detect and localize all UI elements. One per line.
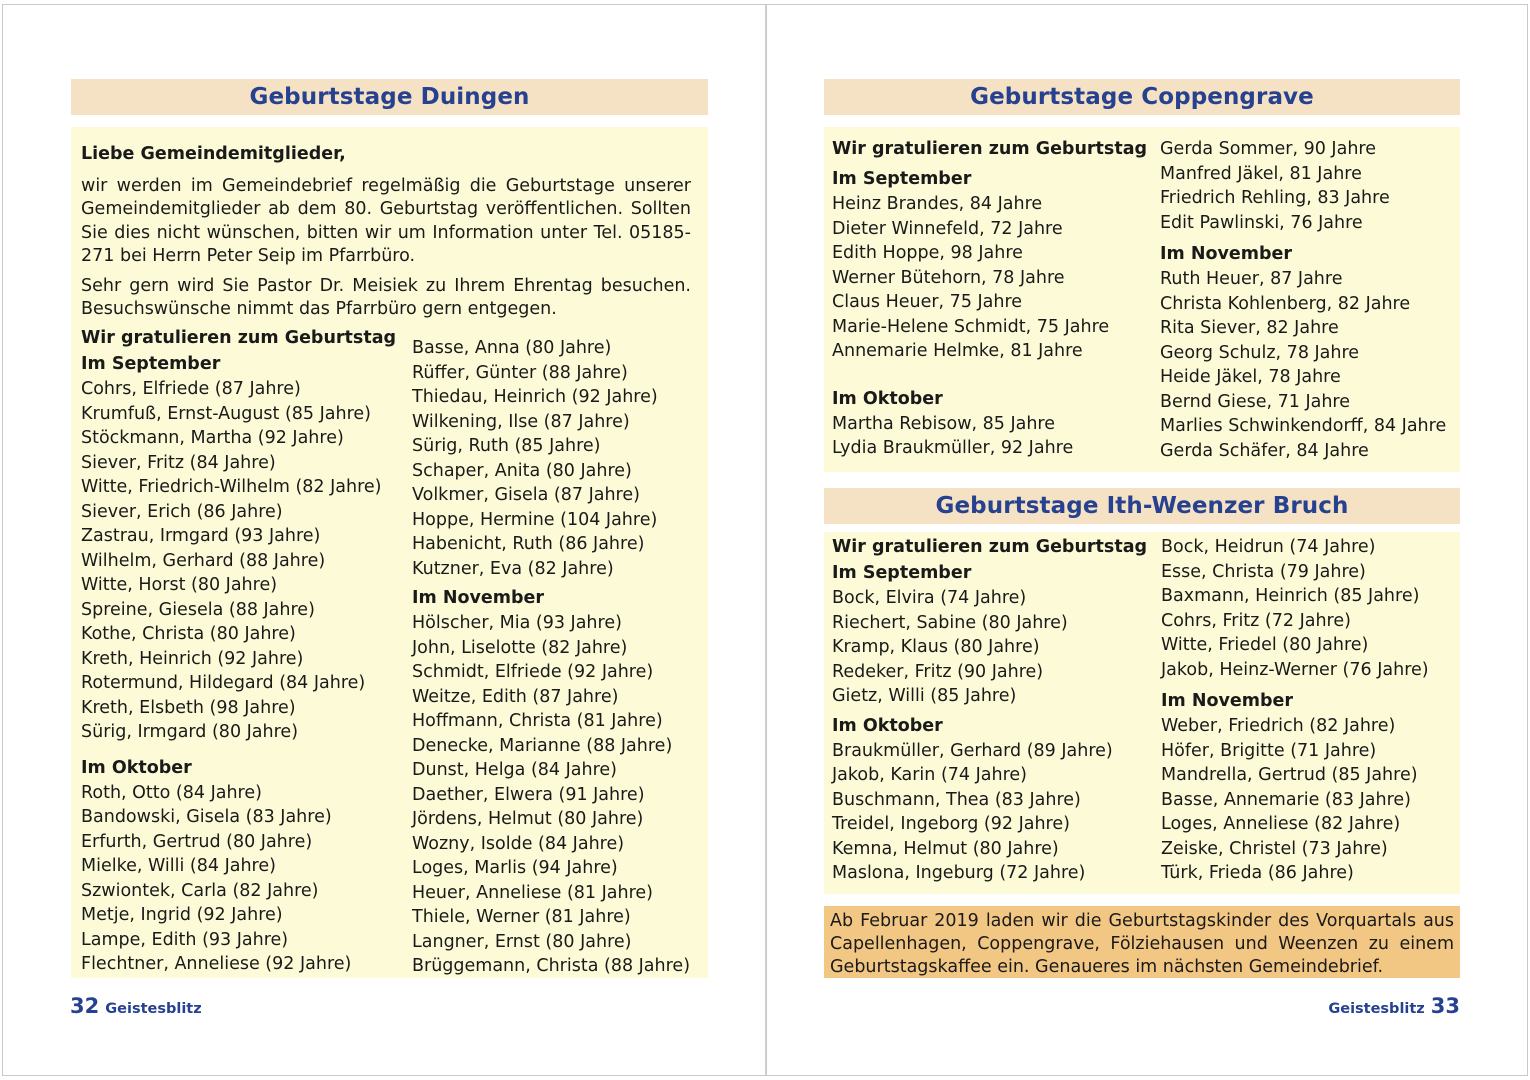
list-item: Denecke, Marianne (88 Jahre) — [412, 735, 673, 756]
list-item: Maslona, Ingeburg (72 Jahre) — [832, 863, 1086, 883]
congrats-heading: Wir gratulieren zum Geburtstag — [832, 537, 1148, 557]
list-item: Habenicht, Ruth (86 Jahre) — [412, 534, 645, 554]
ith-title: Geburtstage Ith-Weenzer Bruch — [935, 493, 1349, 519]
list-item: Jördens, Helmut (80 Jahre) — [412, 809, 644, 829]
list-item: Lampe, Edith (93 Jahre) — [81, 929, 289, 950]
list-item: Rita Siever, 82 Jahre — [1160, 318, 1339, 338]
list-item: Schaper, Anita (80 Jahre) — [412, 460, 632, 481]
list-item: Christa Kohlenberg, 82 Jahre — [1160, 293, 1411, 314]
list-item: Basse, Anna (80 Jahre) — [412, 338, 612, 358]
list-item: Bock, Heidrun (74 Jahre) — [1161, 537, 1376, 557]
right-footer — [1328, 994, 1460, 1018]
month-september: Im September — [832, 563, 972, 583]
congrats-heading: Wir gratulieren zum Geburtstag — [81, 328, 397, 348]
list-item: Gerda Sommer, 90 Jahre — [1160, 139, 1376, 159]
list-item: Siever, Erich (86 Jahre) — [81, 501, 283, 522]
list-item: Riechert, Sabine (80 Jahre) — [832, 612, 1068, 633]
list-item: Jakob, Karin (74 Jahre) — [832, 765, 1027, 785]
list-item: Sürig, Ruth (85 Jahre) — [412, 436, 601, 456]
list-item: Mandrella, Gertrud (85 Jahre) — [1161, 765, 1418, 785]
month-november: Im November — [1161, 691, 1294, 711]
list-oktober — [81, 781, 401, 977]
coppengrave-box — [824, 127, 1460, 472]
list-item: Erfurth, Gertrud (80 Jahre) — [81, 831, 313, 852]
list-item: Kutzner, Eva (82 Jahre) — [412, 558, 614, 579]
list-item: Wilkening, Ilse (87 Jahre) — [412, 411, 630, 432]
list-item: Szwiontek, Carla (82 Jahre) — [81, 880, 319, 901]
list-item: Ruth Heuer, 87 Jahre — [1160, 269, 1343, 289]
list-item: Jakob, Heinz-Werner (76 Jahre) — [1161, 659, 1429, 680]
list-oktober — [832, 412, 1152, 461]
list-item: Witte, Horst (80 Jahre) — [81, 575, 278, 595]
list-item: Baxmann, Heinrich (85 Jahre) — [1161, 586, 1420, 606]
list-item: Loges, Anneliese (82 Jahre) — [1161, 814, 1401, 834]
magazine-name: Geistesblitz — [1328, 1001, 1425, 1017]
list-item: Hölscher, Mia (93 Jahre) — [412, 613, 622, 633]
duingen-title-band — [71, 79, 708, 115]
list-november — [1161, 714, 1456, 886]
list-item: Stöckmann, Martha (92 Jahre) — [81, 428, 344, 448]
month-oktober: Im Oktober — [81, 757, 192, 778]
list-oktober-continued — [1161, 535, 1456, 682]
list-item: Brüggemann, Christa (88 Jahre) — [412, 956, 691, 976]
list-item: Georg Schulz, 78 Jahre — [1160, 342, 1360, 363]
duingen-column-1 — [81, 325, 401, 977]
list-item: Heide Jäkel, 78 Jahre — [1160, 367, 1341, 387]
list-item: Daether, Elwera (91 Jahre) — [412, 784, 645, 805]
ith-title-band — [824, 488, 1460, 524]
intro-greeting: Liebe Gemeindemitglieder, — [81, 144, 346, 164]
list-item: Edit Pawlinski, 76 Jahre — [1160, 212, 1363, 233]
list-item: Lydia Braukmüller, 92 Jahre — [832, 438, 1074, 458]
page-number: 32 — [70, 994, 100, 1018]
list-item: Bock, Elvira (74 Jahre) — [832, 588, 1027, 608]
list-item: Mielke, Willi (84 Jahre) — [81, 856, 276, 876]
list-item: Kreth, Elsbeth (98 Jahre) — [81, 697, 296, 718]
list-item: Gerda Schäfer, 84 Jahre — [1160, 440, 1369, 461]
birthday-coffee-notice: Ab Februar 2019 laden wir die Geburtstagskinder des Vorquartals aus Capellenhagen, Coppengrave, Fölziehausen und Weenzen zu einem Geburtstagskaffee ein. Genaueres im nächsten Gemeindebrief. — [824, 906, 1460, 978]
list-oktober — [832, 739, 1152, 886]
list-item: John, Liselotte (82 Jahre) — [412, 637, 628, 658]
list-item: Krumfuß, Ernst-August (85 Jahre) — [81, 403, 371, 424]
list-item: Werner Bütehorn, 78 Jahre — [832, 267, 1065, 288]
list-item: Wilhelm, Gerhard (88 Jahre) — [81, 550, 326, 571]
coppengrave-title-band — [824, 79, 1460, 115]
list-item: Kemna, Helmut (80 Jahre) — [832, 838, 1059, 859]
list-item: Dieter Winnefeld, 72 Jahre — [832, 218, 1063, 239]
duingen-box — [71, 127, 708, 978]
month-oktober: Im Oktober — [832, 388, 943, 409]
list-item: Manfred Jäkel, 81 Jahre — [1160, 163, 1362, 184]
list-item: Türk, Frieda (86 Jahre) — [1161, 863, 1354, 883]
list-item: Heuer, Anneliese (81 Jahre) — [412, 882, 654, 903]
list-item: Wozny, Isolde (84 Jahre) — [412, 833, 625, 854]
list-item: Marie-Helene Schmidt, 75 Jahre — [832, 316, 1110, 337]
list-item: Witte, Friedrich-Wilhelm (82 Jahre) — [81, 477, 382, 497]
list-item: Claus Heuer, 75 Jahre — [832, 292, 1023, 312]
ith-column-2 — [1161, 535, 1456, 886]
list-item: Zeiske, Christel (73 Jahre) — [1161, 838, 1388, 859]
list-item: Basse, Annemarie (83 Jahre) — [1161, 789, 1411, 810]
list-item: Treidel, Ingeborg (92 Jahre) — [832, 814, 1070, 834]
intro-paragraph-1: wir werden im Gemeindebrief regelmäßig die Geburtstage unserer Gemeindemitglieder ab dem 80. Geburtstag veröffentlichen. Sollten Sie dies nicht wünschen, bitten wir um Information unter Tel. 05185-271 bei Herrn Peter Seip im Pfarrbüro. — [81, 175, 691, 266]
list-september — [81, 377, 401, 745]
list-item: Roth, Otto (84 Jahre) — [81, 782, 262, 803]
month-oktober: Im Oktober — [832, 715, 943, 736]
list-item: Hoffmann, Christa (81 Jahre) — [412, 711, 663, 731]
list-item: Volkmer, Gisela (87 Jahre) — [412, 485, 640, 505]
list-item: Witte, Friedel (80 Jahre) — [1161, 635, 1369, 655]
magazine-name: Geistesblitz — [105, 1001, 202, 1017]
list-september — [832, 586, 1152, 709]
month-september: Im September — [81, 354, 221, 374]
duingen-column-2 — [412, 336, 702, 979]
list-item: Metje, Ingrid (92 Jahre) — [81, 905, 283, 925]
list-item: Kramp, Klaus (80 Jahre) — [832, 637, 1040, 657]
coppengrave-column-2 — [1160, 137, 1455, 463]
list-item: Rotermund, Hildegard (84 Jahre) — [81, 673, 366, 693]
list-item: Buschmann, Thea (83 Jahre) — [832, 789, 1081, 810]
list-item: Sürig, Irmgard (80 Jahre) — [81, 722, 299, 742]
ith-column-1 — [832, 534, 1152, 886]
list-item: Dunst, Helga (84 Jahre) — [412, 760, 617, 780]
page-number: 33 — [1430, 994, 1460, 1018]
list-item: Annemarie Helmke, 81 Jahre — [832, 341, 1083, 361]
list-item: Bandowski, Gisela (83 Jahre) — [81, 807, 332, 827]
list-item: Marlies Schwinkendorff, 84 Jahre — [1160, 416, 1447, 436]
list-item: Weber, Friedrich (82 Jahre) — [1161, 716, 1396, 736]
list-item: Thiele, Werner (81 Jahre) — [412, 907, 631, 927]
coppengrave-title: Geburtstage Coppengrave — [970, 84, 1314, 110]
duingen-intro — [81, 143, 691, 322]
list-item: Siever, Fritz (84 Jahre) — [81, 452, 276, 473]
list-item: Schmidt, Elfriede (92 Jahre) — [412, 662, 654, 682]
month-september: Im September — [832, 169, 972, 189]
month-november: Im November — [412, 588, 545, 608]
list-item: Rüffer, Günter (88 Jahre) — [412, 362, 628, 383]
list-item: Friedrich Rehling, 83 Jahre — [1160, 188, 1390, 208]
list-item: Gietz, Willi (85 Jahre) — [832, 686, 1017, 706]
list-item: Redeker, Fritz (90 Jahre) — [832, 661, 1044, 682]
list-item: Bernd Giese, 71 Jahre — [1160, 391, 1351, 412]
coppengrave-column-1 — [832, 136, 1152, 461]
list-item: Kothe, Christa (80 Jahre) — [81, 624, 296, 644]
list-item: Flechtner, Anneliese (92 Jahre) — [81, 954, 352, 974]
list-september — [832, 192, 1152, 364]
list-november — [412, 611, 702, 979]
list-oktober-continued — [412, 336, 702, 581]
month-november: Im November — [1160, 244, 1293, 264]
list-item: Cohrs, Fritz (72 Jahre) — [1161, 610, 1351, 631]
intro-paragraph-2: Sehr gern wird Sie Pastor Dr. Meisiek zu Ihrem Ehrentag besuchen. Besuchswünsche nimmt das Pfarrbüro gern entgegen. — [81, 275, 691, 319]
ith-box — [824, 532, 1460, 894]
page-fold — [765, 4, 766, 1076]
list-item: Martha Rebisow, 85 Jahre — [832, 413, 1056, 434]
congrats-heading: Wir gratulieren zum Geburtstag — [832, 139, 1148, 159]
list-item: Edith Hoppe, 98 Jahre — [832, 243, 1023, 263]
list-item: Spreine, Giesela (88 Jahre) — [81, 599, 315, 620]
list-item: Hoppe, Hermine (104 Jahre) — [412, 509, 658, 530]
list-item: Loges, Marlis (94 Jahre) — [412, 858, 618, 878]
list-item: Heinz Brandes, 84 Jahre — [832, 194, 1043, 214]
list-item: Weitze, Edith (87 Jahre) — [412, 686, 619, 707]
list-item: Thiedau, Heinrich (92 Jahre) — [412, 387, 658, 407]
list-item: Esse, Christa (79 Jahre) — [1161, 561, 1366, 582]
list-item: Braukmüller, Gerhard (89 Jahre) — [832, 740, 1113, 761]
list-item: Zastrau, Irmgard (93 Jahre) — [81, 526, 321, 546]
left-footer — [70, 994, 202, 1018]
duingen-title: Geburtstage Duingen — [249, 84, 530, 110]
list-item: Cohrs, Elfriede (87 Jahre) — [81, 379, 301, 399]
list-oktober-continued — [1160, 137, 1455, 235]
list-item: Höfer, Brigitte (71 Jahre) — [1161, 740, 1377, 761]
list-november — [1160, 267, 1455, 463]
list-item: Kreth, Heinrich (92 Jahre) — [81, 648, 304, 669]
list-item: Langner, Ernst (80 Jahre) — [412, 931, 632, 952]
